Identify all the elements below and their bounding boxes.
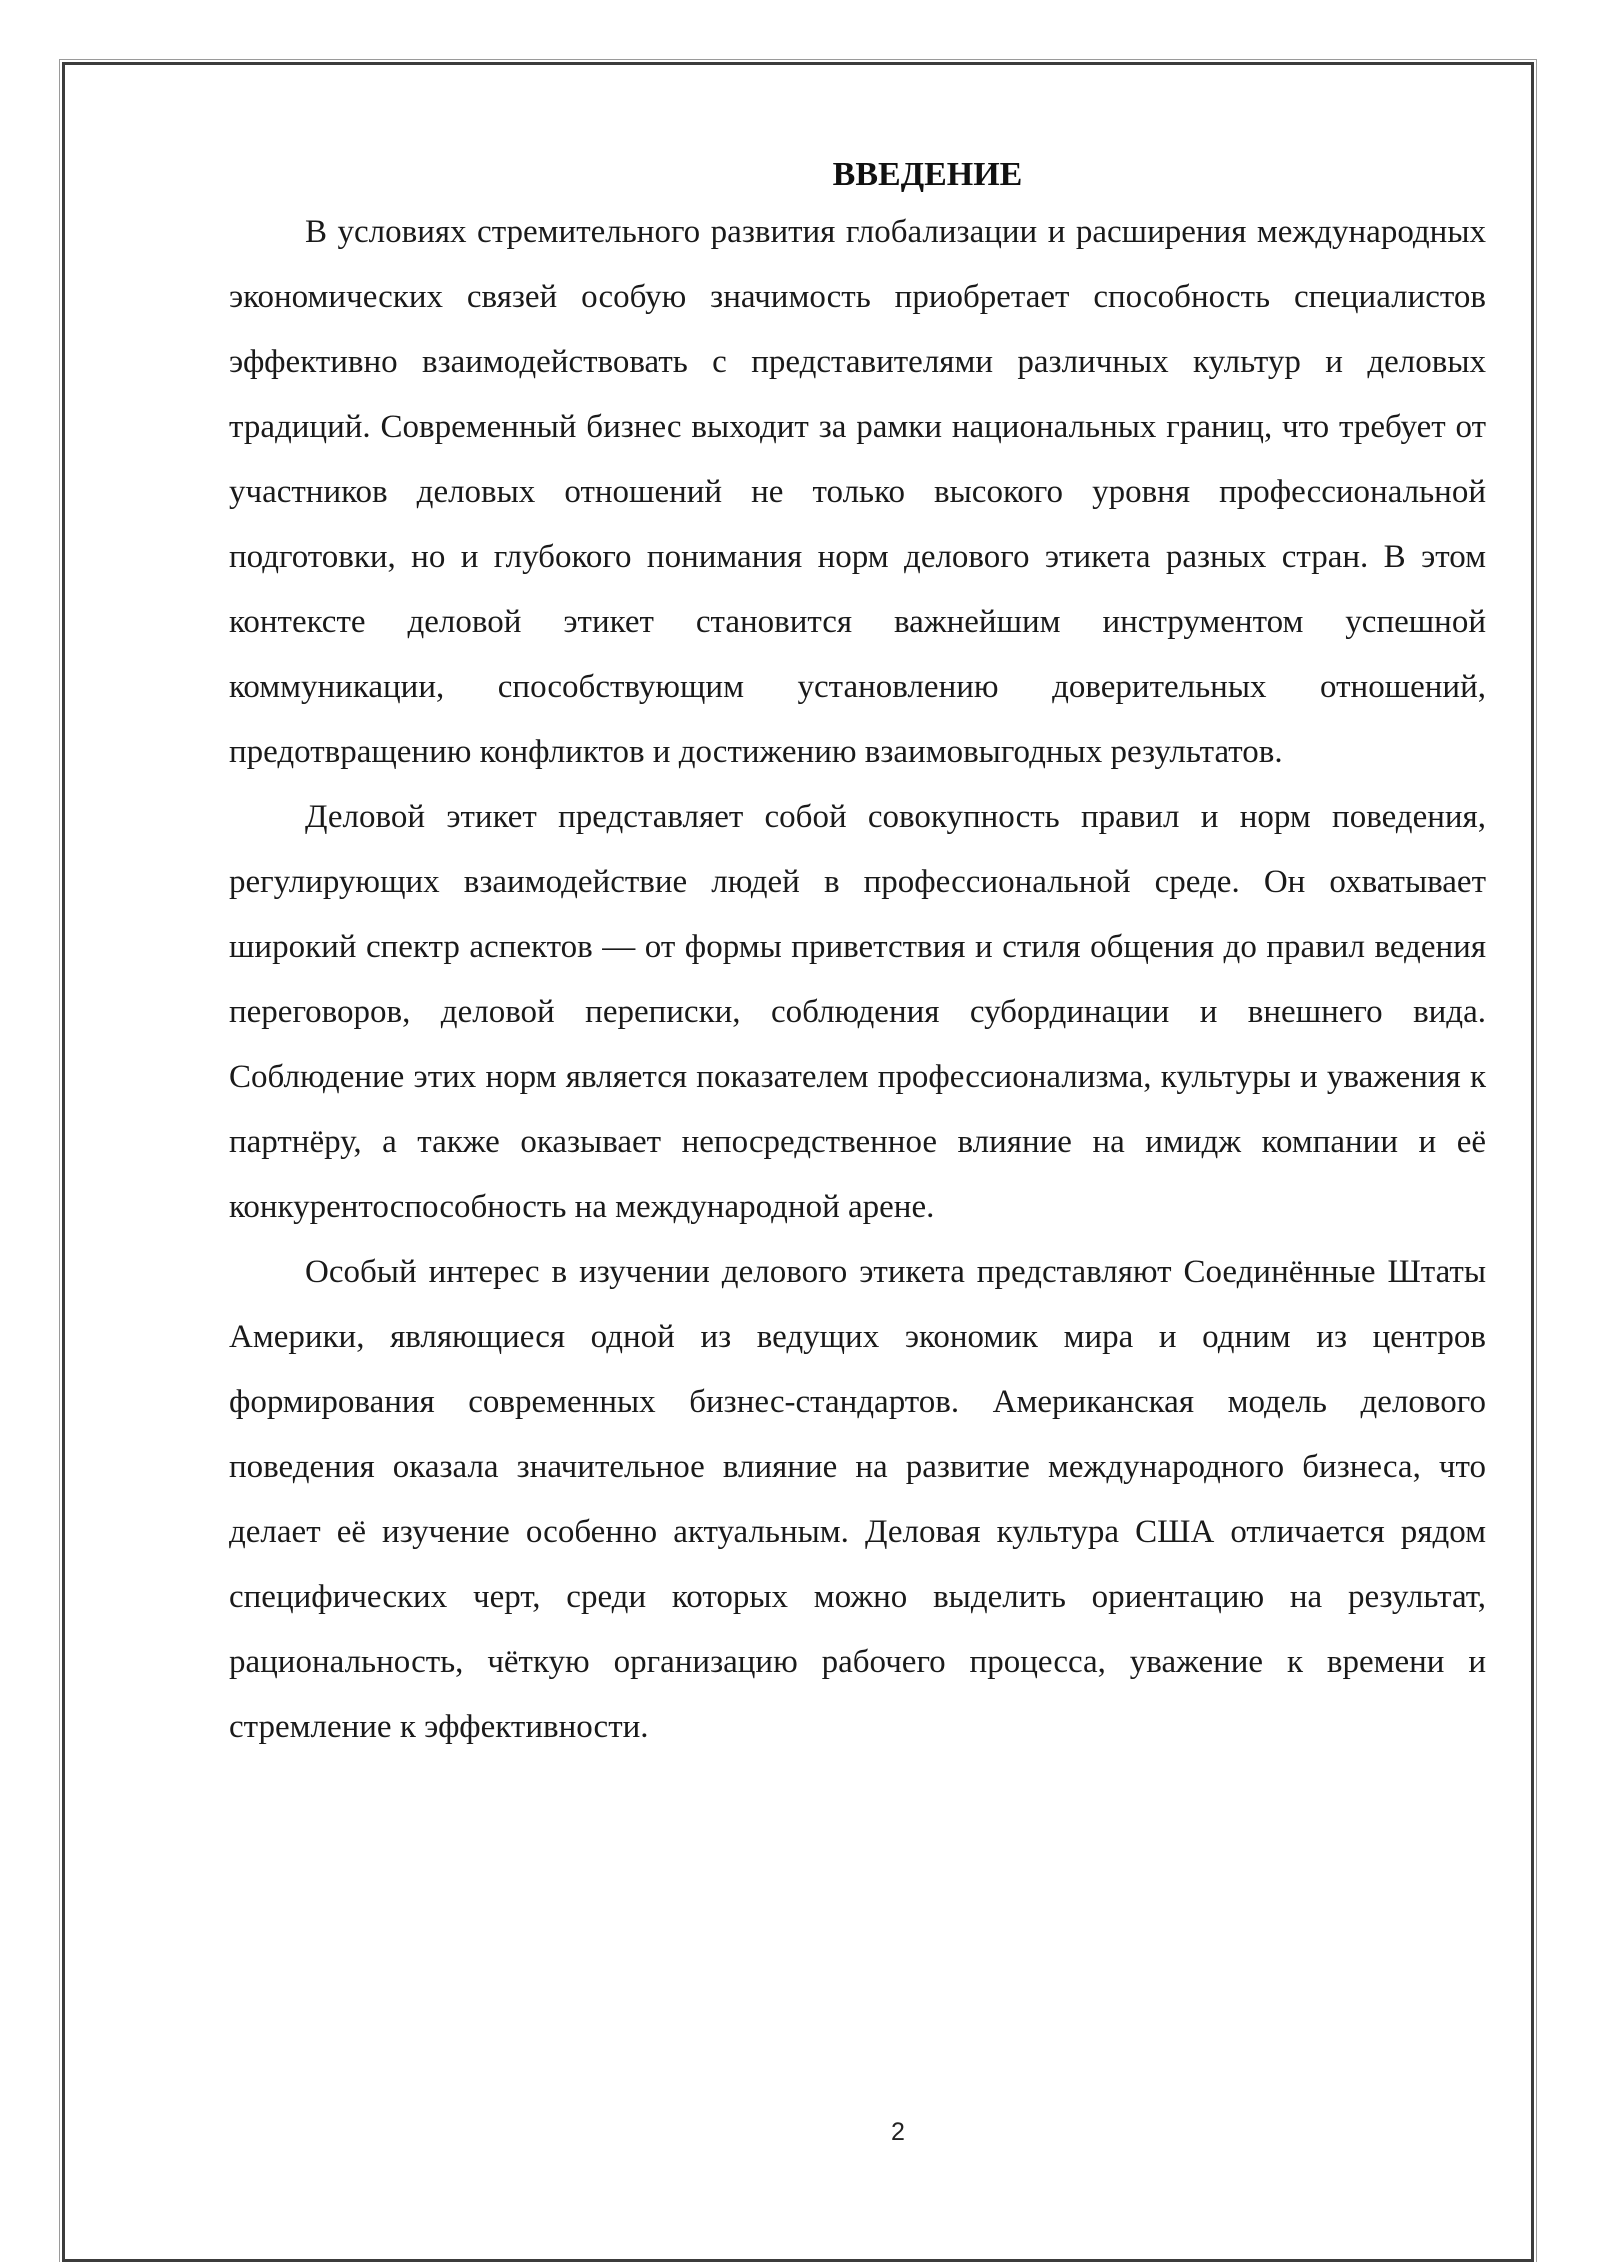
paragraph-3: Особый интерес в изучении делового этикета представляют Соединённые Штаты Америки, являющиеся одной из ведущих экономик мира и одним из центров формирования современных бизнес-стандартов. Американская модель делового поведения оказала значительное влияние на развитие международного бизнеса, что делает её изучение особенно актуальным. Деловая культура США отличается рядом специфических черт, среди которых можно выделить ориентацию на результат, рациональность, чёткую организацию рабочего процесса, уважение к времени и стремление к эффективности. bbox=[229, 1254, 1486, 1745]
paragraph-1: В условиях стремительного развития глобализации и расширения международных экономических связей особую значимость приобретает способность специалистов эффективно взаимодействовать с представителями различных культур и деловых традиций. Современный бизнес выходит за рамки национальных границ, что требует от участников деловых отношений не только высокого уровня профессиональной подготовки, но и глубокого понимания норм делового этикета разных стран. В этом контексте деловой этикет становится важнейшим инструментом успешной коммуникации, способствующим установлению доверительных отношений, предотвращению конфликтов и достижению взаимовыгодных результатов. bbox=[229, 214, 1486, 770]
page-number: 2 bbox=[891, 2118, 905, 2146]
paragraph-2: Деловой этикет представляет собой совокупность правил и норм поведения, регулирующих взаимодействие людей в профессиональной среде. Он охватывает широкий спектр аспектов — от формы приветствия и стиля общения до правил ведения переговоров, деловой переписки, соблюдения субординации и внешнего вида. Соблюдение этих норм является показателем профессионализма, культуры и уважения к партнёру, а также оказывает непосредственное влияние на имидж компании и её конкурентоспособность на международной арене. bbox=[229, 799, 1486, 1225]
section-heading: ВВЕДЕНИЕ bbox=[832, 156, 1023, 193]
document-body bbox=[229, 150, 1486, 1760]
